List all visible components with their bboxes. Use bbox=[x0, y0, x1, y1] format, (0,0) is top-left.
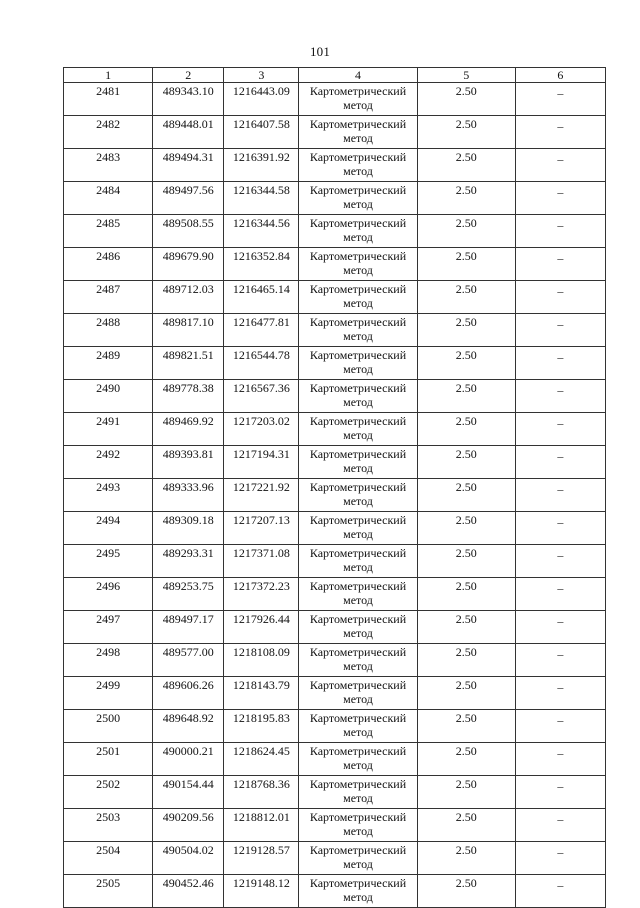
y-coordinate-cell: 1218624.45 bbox=[224, 743, 299, 776]
point-number-cell: 2486 bbox=[64, 248, 153, 281]
y-coordinate-cell: 1216477.81 bbox=[224, 314, 299, 347]
x-coordinate-cell: 489712.03 bbox=[153, 281, 224, 314]
table-row bbox=[64, 743, 606, 776]
method-cell: Картометрический метод bbox=[299, 215, 417, 248]
table-row bbox=[64, 248, 606, 281]
y-coordinate-cell: 1217207.13 bbox=[224, 512, 299, 545]
error-cell: 2.50 bbox=[417, 347, 515, 380]
error-cell: 2.50 bbox=[417, 512, 515, 545]
x-coordinate-cell: 490209.56 bbox=[153, 809, 224, 842]
point-number-cell: 2481 bbox=[64, 83, 153, 116]
error-cell: 2.50 bbox=[417, 677, 515, 710]
point-number-cell: 2489 bbox=[64, 347, 153, 380]
error-cell: 2.50 bbox=[417, 710, 515, 743]
method-cell: Картометрический метод bbox=[299, 710, 417, 743]
column-header: 5 bbox=[417, 68, 515, 83]
method-cell: Картометрический метод bbox=[299, 314, 417, 347]
point-number-cell: 2504 bbox=[64, 842, 153, 875]
y-coordinate-cell: 1217221.92 bbox=[224, 479, 299, 512]
x-coordinate-cell: 489821.51 bbox=[153, 347, 224, 380]
error-cell: 2.50 bbox=[417, 842, 515, 875]
table-row bbox=[64, 83, 606, 116]
table-row bbox=[64, 149, 606, 182]
x-coordinate-cell: 489778.38 bbox=[153, 380, 224, 413]
method-cell: Картометрический метод bbox=[299, 809, 417, 842]
x-coordinate-cell: 489393.81 bbox=[153, 446, 224, 479]
error-cell: 2.50 bbox=[417, 644, 515, 677]
method-cell: Картометрический метод bbox=[299, 611, 417, 644]
table-row bbox=[64, 446, 606, 479]
error-cell: 2.50 bbox=[417, 875, 515, 908]
method-cell: Картометрический метод bbox=[299, 413, 417, 446]
table-row bbox=[64, 875, 606, 908]
note-cell: – bbox=[515, 809, 605, 842]
note-cell: – bbox=[515, 83, 605, 116]
page-number: 101 bbox=[309, 44, 331, 59]
error-cell: 2.50 bbox=[417, 248, 515, 281]
y-coordinate-cell: 1216443.09 bbox=[224, 83, 299, 116]
error-cell: 2.50 bbox=[417, 149, 515, 182]
y-coordinate-cell: 1219148.12 bbox=[224, 875, 299, 908]
method-cell: Картометрический метод bbox=[299, 248, 417, 281]
coordinates-table bbox=[63, 67, 606, 908]
table-row bbox=[64, 512, 606, 545]
error-cell: 2.50 bbox=[417, 479, 515, 512]
note-cell: – bbox=[515, 611, 605, 644]
x-coordinate-cell: 489309.18 bbox=[153, 512, 224, 545]
x-coordinate-cell: 489508.55 bbox=[153, 215, 224, 248]
column-header: 3 bbox=[224, 68, 299, 83]
x-coordinate-cell: 489448.01 bbox=[153, 116, 224, 149]
y-coordinate-cell: 1219128.57 bbox=[224, 842, 299, 875]
method-cell: Картометрический метод bbox=[299, 842, 417, 875]
note-cell: – bbox=[515, 875, 605, 908]
column-header: 6 bbox=[515, 68, 605, 83]
point-number-cell: 2488 bbox=[64, 314, 153, 347]
method-cell: Картометрический метод bbox=[299, 512, 417, 545]
table-row bbox=[64, 677, 606, 710]
point-number-cell: 2482 bbox=[64, 116, 153, 149]
y-coordinate-cell: 1216391.92 bbox=[224, 149, 299, 182]
point-number-cell: 2498 bbox=[64, 644, 153, 677]
x-coordinate-cell: 490452.46 bbox=[153, 875, 224, 908]
note-cell: – bbox=[515, 479, 605, 512]
x-coordinate-cell: 489817.10 bbox=[153, 314, 224, 347]
x-coordinate-cell: 489293.31 bbox=[153, 545, 224, 578]
table-row bbox=[64, 281, 606, 314]
y-coordinate-cell: 1218812.01 bbox=[224, 809, 299, 842]
method-cell: Картометрический метод bbox=[299, 149, 417, 182]
x-coordinate-cell: 490504.02 bbox=[153, 842, 224, 875]
point-number-cell: 2494 bbox=[64, 512, 153, 545]
error-cell: 2.50 bbox=[417, 545, 515, 578]
error-cell: 2.50 bbox=[417, 215, 515, 248]
note-cell: – bbox=[515, 842, 605, 875]
error-cell: 2.50 bbox=[417, 182, 515, 215]
method-cell: Картометрический метод bbox=[299, 545, 417, 578]
point-number-cell: 2502 bbox=[64, 776, 153, 809]
x-coordinate-cell: 489497.17 bbox=[153, 611, 224, 644]
y-coordinate-cell: 1216344.56 bbox=[224, 215, 299, 248]
y-coordinate-cell: 1217194.31 bbox=[224, 446, 299, 479]
x-coordinate-cell: 490000.21 bbox=[153, 743, 224, 776]
note-cell: – bbox=[515, 776, 605, 809]
y-coordinate-cell: 1216567.36 bbox=[224, 380, 299, 413]
y-coordinate-cell: 1218143.79 bbox=[224, 677, 299, 710]
error-cell: 2.50 bbox=[417, 809, 515, 842]
note-cell: – bbox=[515, 347, 605, 380]
column-header: 2 bbox=[153, 68, 224, 83]
note-cell: – bbox=[515, 677, 605, 710]
x-coordinate-cell: 489606.26 bbox=[153, 677, 224, 710]
method-cell: Картометрический метод bbox=[299, 644, 417, 677]
note-cell: – bbox=[515, 413, 605, 446]
table-body bbox=[64, 68, 606, 908]
table-row bbox=[64, 776, 606, 809]
note-cell: – bbox=[515, 248, 605, 281]
table-row bbox=[64, 545, 606, 578]
point-number-cell: 2499 bbox=[64, 677, 153, 710]
note-cell: – bbox=[515, 710, 605, 743]
y-coordinate-cell: 1217926.44 bbox=[224, 611, 299, 644]
table-row bbox=[64, 380, 606, 413]
note-cell: – bbox=[515, 644, 605, 677]
method-cell: Картометрический метод bbox=[299, 347, 417, 380]
error-cell: 2.50 bbox=[417, 380, 515, 413]
method-cell: Картометрический метод bbox=[299, 743, 417, 776]
column-header: 4 bbox=[299, 68, 417, 83]
method-cell: Картометрический метод bbox=[299, 446, 417, 479]
x-coordinate-cell: 489469.92 bbox=[153, 413, 224, 446]
error-cell: 2.50 bbox=[417, 413, 515, 446]
method-cell: Картометрический метод bbox=[299, 875, 417, 908]
table-row bbox=[64, 578, 606, 611]
method-cell: Картометрический метод bbox=[299, 380, 417, 413]
note-cell: – bbox=[515, 578, 605, 611]
y-coordinate-cell: 1216344.58 bbox=[224, 182, 299, 215]
note-cell: – bbox=[515, 380, 605, 413]
note-cell: – bbox=[515, 281, 605, 314]
note-cell: – bbox=[515, 512, 605, 545]
method-cell: Картометрический метод bbox=[299, 116, 417, 149]
y-coordinate-cell: 1216465.14 bbox=[224, 281, 299, 314]
table-row bbox=[64, 314, 606, 347]
error-cell: 2.50 bbox=[417, 446, 515, 479]
table-row bbox=[64, 182, 606, 215]
y-coordinate-cell: 1217203.02 bbox=[224, 413, 299, 446]
point-number-cell: 2497 bbox=[64, 611, 153, 644]
table-row bbox=[64, 479, 606, 512]
error-cell: 2.50 bbox=[417, 776, 515, 809]
error-cell: 2.50 bbox=[417, 281, 515, 314]
y-coordinate-cell: 1216352.84 bbox=[224, 248, 299, 281]
point-number-cell: 2503 bbox=[64, 809, 153, 842]
column-header: 1 bbox=[64, 68, 153, 83]
point-number-cell: 2491 bbox=[64, 413, 153, 446]
note-cell: – bbox=[515, 545, 605, 578]
table-row bbox=[64, 644, 606, 677]
y-coordinate-cell: 1218195.83 bbox=[224, 710, 299, 743]
y-coordinate-cell: 1218108.09 bbox=[224, 644, 299, 677]
error-cell: 2.50 bbox=[417, 611, 515, 644]
method-cell: Картометрический метод bbox=[299, 281, 417, 314]
x-coordinate-cell: 489253.75 bbox=[153, 578, 224, 611]
method-cell: Картометрический метод bbox=[299, 578, 417, 611]
y-coordinate-cell: 1216407.58 bbox=[224, 116, 299, 149]
method-cell: Картометрический метод bbox=[299, 479, 417, 512]
point-number-cell: 2500 bbox=[64, 710, 153, 743]
note-cell: – bbox=[515, 215, 605, 248]
point-number-cell: 2501 bbox=[64, 743, 153, 776]
y-coordinate-cell: 1218768.36 bbox=[224, 776, 299, 809]
method-cell: Картометрический метод bbox=[299, 776, 417, 809]
note-cell: – bbox=[515, 182, 605, 215]
y-coordinate-cell: 1217371.08 bbox=[224, 545, 299, 578]
x-coordinate-cell: 490154.44 bbox=[153, 776, 224, 809]
point-number-cell: 2487 bbox=[64, 281, 153, 314]
table-row bbox=[64, 413, 606, 446]
x-coordinate-cell: 489679.90 bbox=[153, 248, 224, 281]
table-row bbox=[64, 710, 606, 743]
table-row bbox=[64, 116, 606, 149]
point-number-cell: 2485 bbox=[64, 215, 153, 248]
y-coordinate-cell: 1216544.78 bbox=[224, 347, 299, 380]
method-cell: Картометрический метод bbox=[299, 182, 417, 215]
error-cell: 2.50 bbox=[417, 743, 515, 776]
note-cell: – bbox=[515, 446, 605, 479]
point-number-cell: 2483 bbox=[64, 149, 153, 182]
point-number-cell: 2484 bbox=[64, 182, 153, 215]
error-cell: 2.50 bbox=[417, 83, 515, 116]
x-coordinate-cell: 489333.96 bbox=[153, 479, 224, 512]
y-coordinate-cell: 1217372.23 bbox=[224, 578, 299, 611]
table-row bbox=[64, 611, 606, 644]
x-coordinate-cell: 489577.00 bbox=[153, 644, 224, 677]
note-cell: – bbox=[515, 314, 605, 347]
note-cell: – bbox=[515, 116, 605, 149]
x-coordinate-cell: 489497.56 bbox=[153, 182, 224, 215]
method-cell: Картометрический метод bbox=[299, 83, 417, 116]
table-row bbox=[64, 215, 606, 248]
point-number-cell: 2495 bbox=[64, 545, 153, 578]
error-cell: 2.50 bbox=[417, 116, 515, 149]
point-number-cell: 2493 bbox=[64, 479, 153, 512]
point-number-cell: 2496 bbox=[64, 578, 153, 611]
x-coordinate-cell: 489648.92 bbox=[153, 710, 224, 743]
point-number-cell: 2505 bbox=[64, 875, 153, 908]
method-cell: Картометрический метод bbox=[299, 677, 417, 710]
point-number-cell: 2492 bbox=[64, 446, 153, 479]
table-row bbox=[64, 347, 606, 380]
error-cell: 2.50 bbox=[417, 578, 515, 611]
note-cell: – bbox=[515, 149, 605, 182]
x-coordinate-cell: 489343.10 bbox=[153, 83, 224, 116]
header-row bbox=[64, 68, 606, 83]
note-cell: – bbox=[515, 743, 605, 776]
error-cell: 2.50 bbox=[417, 314, 515, 347]
table-row bbox=[64, 809, 606, 842]
point-number-cell: 2490 bbox=[64, 380, 153, 413]
x-coordinate-cell: 489494.31 bbox=[153, 149, 224, 182]
table-row bbox=[64, 842, 606, 875]
